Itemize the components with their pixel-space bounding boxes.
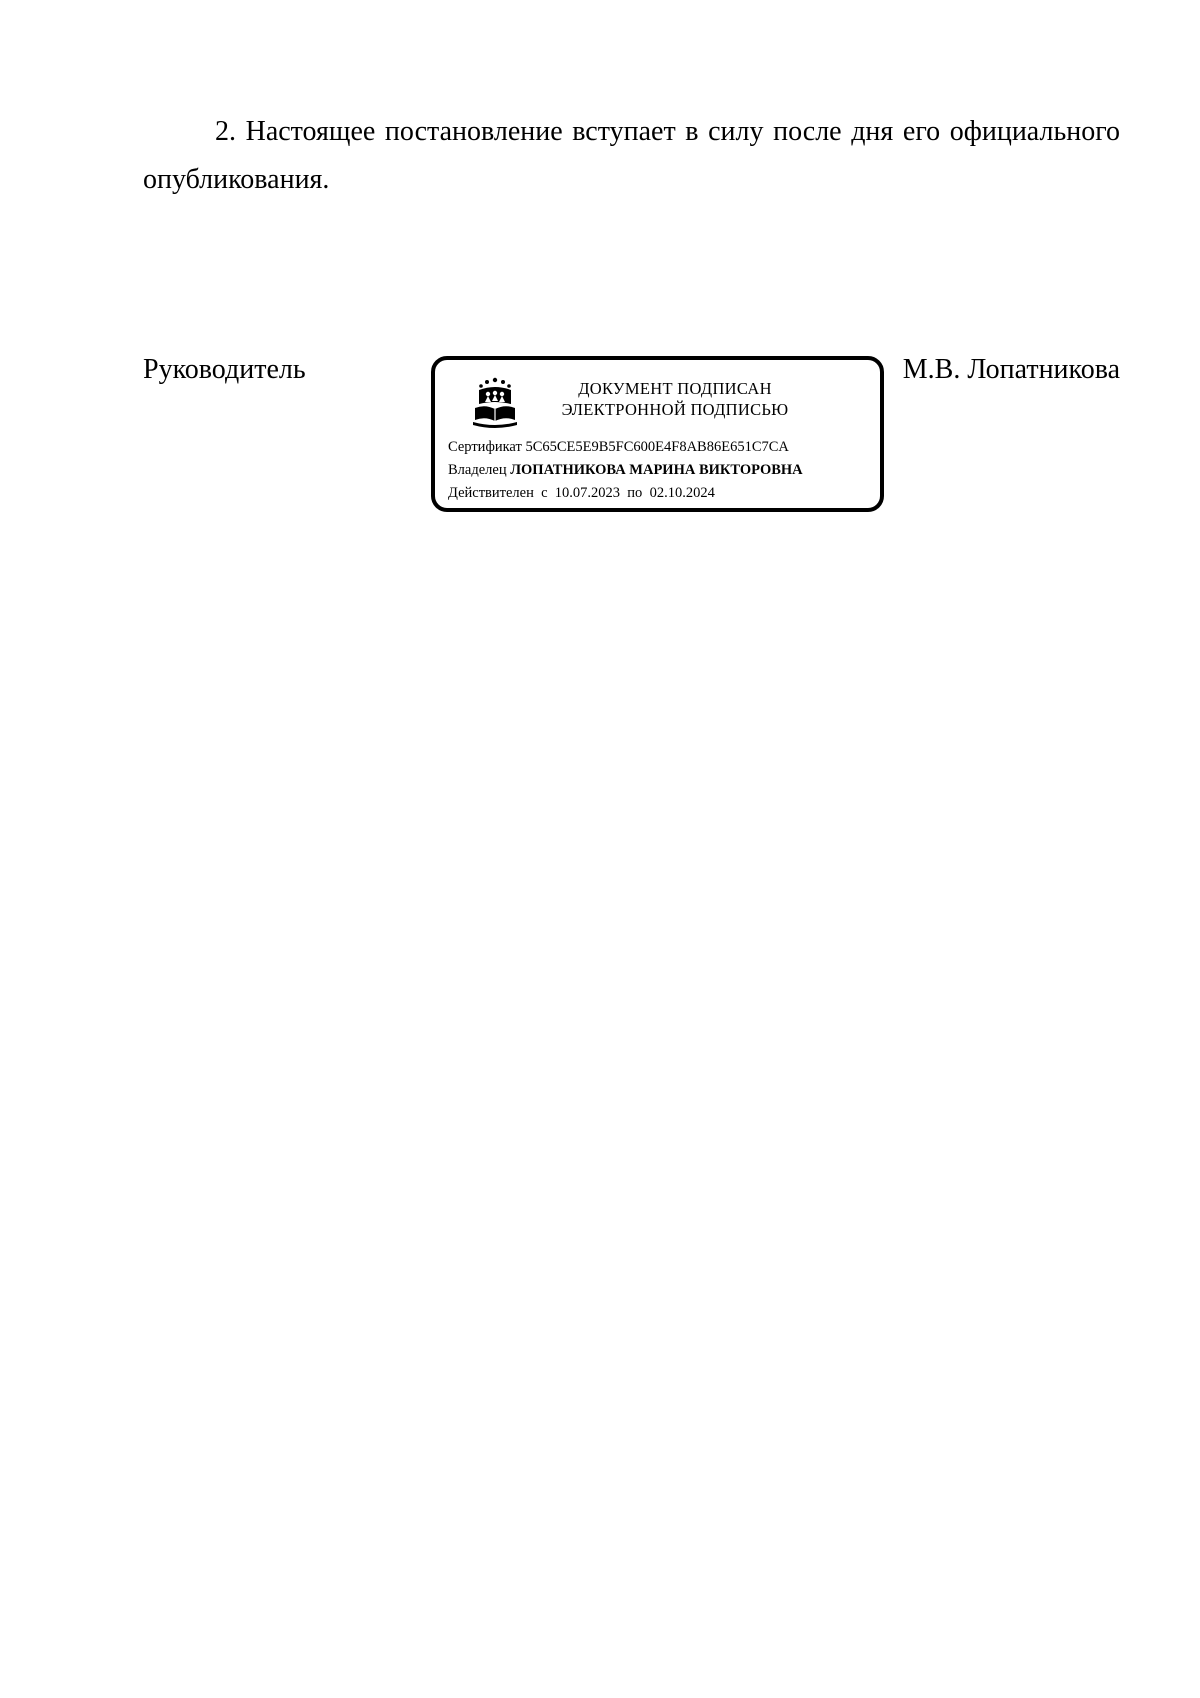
stamp-heading-line-2: ЭЛЕКТРОННОЙ ПОДПИСЬЮ xyxy=(561,400,789,419)
stamp-owner-line xyxy=(448,461,803,479)
owner-label: Владелец xyxy=(448,462,507,478)
valid-from-date: 10.07.2023 xyxy=(554,485,621,501)
valid-label: Действителен xyxy=(448,485,534,501)
signer-name: М.В. Лопатникова xyxy=(902,354,1120,385)
certificate-label: Сертификат xyxy=(448,439,522,455)
signer-title: Руководитель xyxy=(143,354,306,385)
stamp-heading xyxy=(535,378,815,420)
owner-value: ЛОПАТНИКОВА МАРИНА ВИКТОРОВНА xyxy=(510,462,803,478)
valid-to-label: по xyxy=(627,485,643,501)
stamp-heading-line-1: ДОКУМЕНТ ПОДПИСАН xyxy=(578,379,772,398)
valid-to-date: 02.10.2024 xyxy=(649,485,715,501)
regional-coat-of-arms-icon xyxy=(471,376,519,428)
stamp-certificate-line xyxy=(448,438,789,456)
electronic-signature-stamp xyxy=(431,356,884,512)
paragraph-2: 2. Настоящее постановление вступает в силу после дня его официального опубликования. xyxy=(143,116,1120,195)
certificate-value: 5C65CE5E9B5FC600E4F8AB86E651C7CA xyxy=(525,439,789,455)
valid-from-label: с xyxy=(541,485,548,501)
stamp-validity-line xyxy=(448,484,715,502)
